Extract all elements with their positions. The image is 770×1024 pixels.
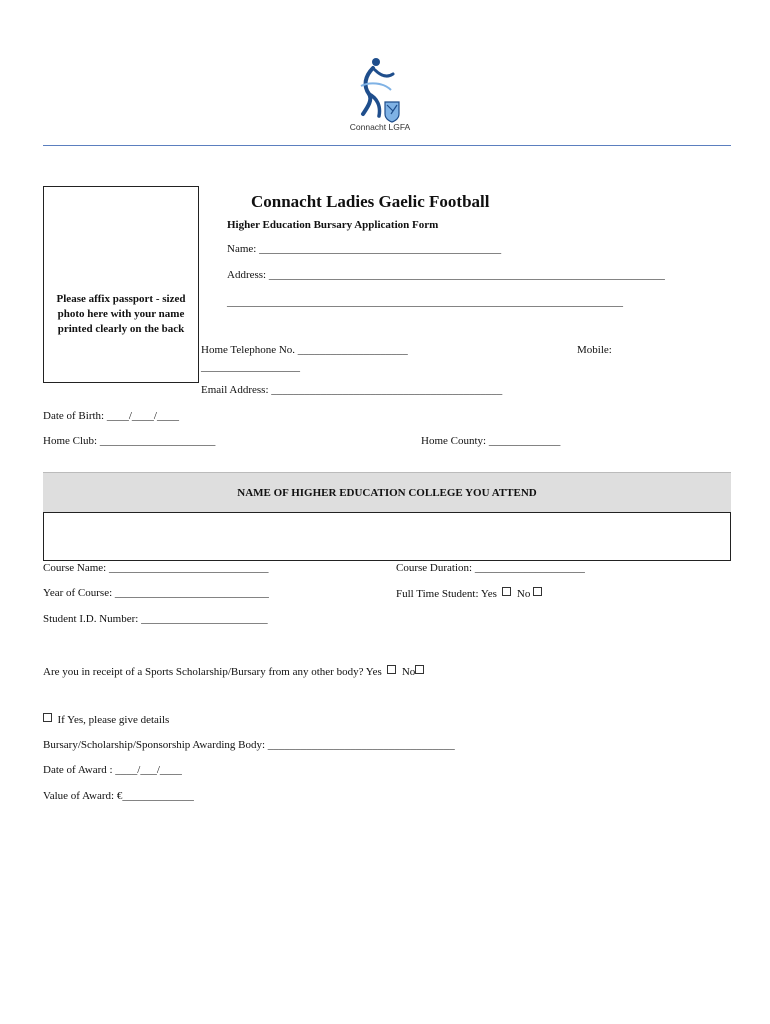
home-club-field[interactable]: Home Club: _____________________	[43, 435, 216, 447]
full-time-yes-checkbox[interactable]	[502, 587, 511, 596]
college-section-title: NAME OF HIGHER EDUCATION COLLEGE YOU ATTEND	[237, 487, 537, 499]
mobile-field[interactable]: __________________	[201, 361, 300, 373]
full-time-no-checkbox[interactable]	[533, 587, 542, 596]
address-field-line-2[interactable]: ________________________________________________________________________	[227, 296, 623, 308]
name-field[interactable]: Name: ____________________________________________	[227, 243, 502, 255]
if-yes-row	[43, 713, 169, 726]
logo-caption: Connacht LGFA	[349, 122, 411, 132]
scholarship-question-row	[43, 665, 424, 678]
full-time-no-label: No	[516, 588, 531, 600]
full-time-student-row	[396, 587, 542, 600]
student-id-field[interactable]: Student I.D. Number: _______________________	[43, 613, 268, 625]
course-name-field[interactable]: Course Name: _____________________________	[43, 562, 269, 574]
scholarship-no-label: No	[401, 666, 416, 678]
full-time-label: Full Time Student: Yes	[396, 588, 497, 600]
scholarship-yes-checkbox[interactable]	[387, 665, 396, 674]
date-of-birth-field[interactable]: Date of Birth: ____/____/____	[43, 410, 179, 422]
scholarship-no-checkbox[interactable]	[415, 665, 424, 674]
awarding-body-field[interactable]: Bursary/Scholarship/Sponsorship Awarding Body: __________________________________	[43, 739, 455, 751]
address-field-line-1[interactable]: Address: ________________________________________________________________________	[227, 269, 665, 281]
photo-instruction: Please affix passport - sized photo here with your name printed clearly on the back	[56, 293, 186, 335]
email-field[interactable]: Email Address: __________________________________________	[201, 384, 503, 396]
passport-photo-box	[43, 186, 199, 383]
home-county-field[interactable]: Home County: _____________	[421, 435, 561, 447]
if-yes-checkbox[interactable]	[43, 713, 52, 722]
header-divider	[43, 145, 731, 146]
year-of-course-field[interactable]: Year of Course: ____________________________	[43, 587, 269, 599]
scholarship-question: Are you in receipt of a Sports Scholarship/Bursary from any other body? Yes	[43, 666, 382, 678]
college-section-header	[43, 472, 731, 512]
if-yes-label: If Yes, please give details	[57, 714, 170, 726]
college-name-field[interactable]	[43, 512, 731, 561]
course-duration-field[interactable]: Course Duration: ____________________	[396, 562, 585, 574]
home-telephone-field[interactable]: Home Telephone No. ____________________	[201, 344, 408, 356]
mobile-label: Mobile:	[577, 344, 612, 356]
form-title: Connacht Ladies Gaelic Football	[251, 192, 490, 211]
value-of-award-field[interactable]: Value of Award: €_____________	[43, 790, 194, 802]
form-subtitle: Higher Education Bursary Application Form	[227, 219, 439, 231]
date-of-award-field[interactable]: Date of Award : ____/___/____	[43, 764, 182, 776]
